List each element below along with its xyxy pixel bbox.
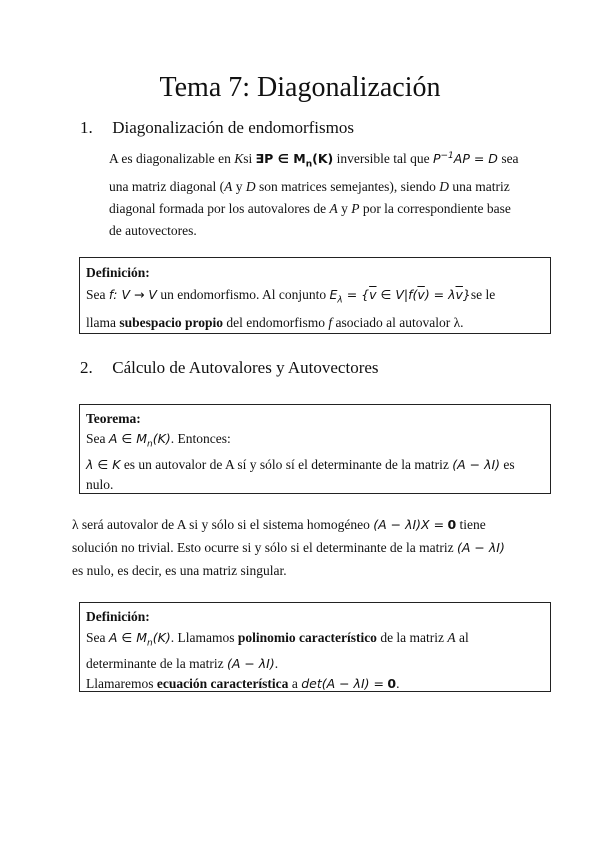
text-line: es nulo, es decir, es una matriz singular.	[72, 563, 287, 578]
section-number: 1.	[80, 118, 93, 137]
math-expression: λ ∈ K	[86, 456, 121, 472]
text-line: nulo.	[86, 476, 114, 492]
text-line: Sea A ∈ $M_n(K)$. Entonces:	[86, 431, 231, 450]
math-expression: (A − λI)	[226, 655, 275, 671]
text-line: Llamaremos ecuación característica a det(A − λI) = 0.	[86, 676, 400, 691]
text-line: diagonal formada por los autovalores de A y P por la correspondiente base	[109, 200, 511, 216]
page-title: Tema 7: Diagonalización	[159, 72, 441, 103]
text-line: Sea A ∈ $M_n(K)$. Llamamos polinomio característico de la matriz A al	[86, 629, 469, 648]
eigenvalue-paragraph	[72, 513, 542, 582]
section-1-heading	[80, 118, 354, 138]
math-expression: (A − λI)	[452, 456, 501, 472]
definition-box	[79, 257, 551, 334]
math-expression: f: V → V	[108, 287, 157, 302]
section-title: Cálculo de Autovalores y Autovectores	[112, 358, 379, 377]
text-line: solución no trivial. Esto ocurre si y sólo si el determinante de la matriz (A − λI)	[72, 540, 505, 555]
text-line: A es diagonalizable en Ksi ∃P ∈ $M_n(K)$ inversible tal que $P^{-1}AP = D$ sea	[109, 151, 519, 170]
theorem-box	[79, 404, 551, 494]
section-2-heading	[80, 358, 379, 378]
text-line: λ ∈ K es un autovalor de A sí y sólo sí el determinante de la matriz (A − λI) es	[86, 456, 515, 472]
math-expression: (A − λI)	[457, 540, 505, 555]
text-line: una matriz diagonal (A y D son matrices semejantes), siendo D una matriz	[109, 178, 510, 194]
box-heading: Teorema:	[86, 411, 141, 426]
section-title: Diagonalización de endomorfismos	[112, 118, 354, 137]
section-number: 2.	[80, 358, 93, 377]
definition-box	[79, 602, 551, 692]
math-expression: det(A − λI) =	[301, 676, 384, 691]
section-1-paragraph	[109, 145, 539, 242]
text-line: determinante de la matriz (A − λI).	[86, 655, 279, 671]
math-expression: $E_\lambda = \{\overline{v}$ ∈ $V|f(\overline{v}) = \lambda\overline{v}$}	[329, 287, 471, 306]
text-line: Sea f: V → V un endomorfismo. Al conjunto $E_\lambda = \{\overline{v}$ ∈ $V|f(\overline{v}) = \lambda\overline{v}\}se$ le	[86, 287, 496, 306]
math-expression: ∃P ∈ $M_n(K)$	[255, 151, 334, 170]
box-heading: Definición:	[86, 265, 150, 280]
text-line: λ será autovalor de A si y sólo si el sistema homogéneo (A − λI)X = 0 tiene	[72, 517, 486, 532]
box-heading: Definición:	[86, 609, 150, 624]
math-expression: A ∈ $M_n(K)$	[108, 431, 171, 450]
text-line: de autovectores.	[109, 222, 197, 238]
math-expression: $P^{-1}AP = D$	[432, 151, 498, 167]
math-expression: (A − λI)X =	[373, 517, 445, 532]
math-expression: A ∈ $M_n(K)$	[108, 629, 171, 648]
text-line: llama subespacio propio del endomorfismo f asociado al autovalor λ.	[86, 314, 464, 330]
